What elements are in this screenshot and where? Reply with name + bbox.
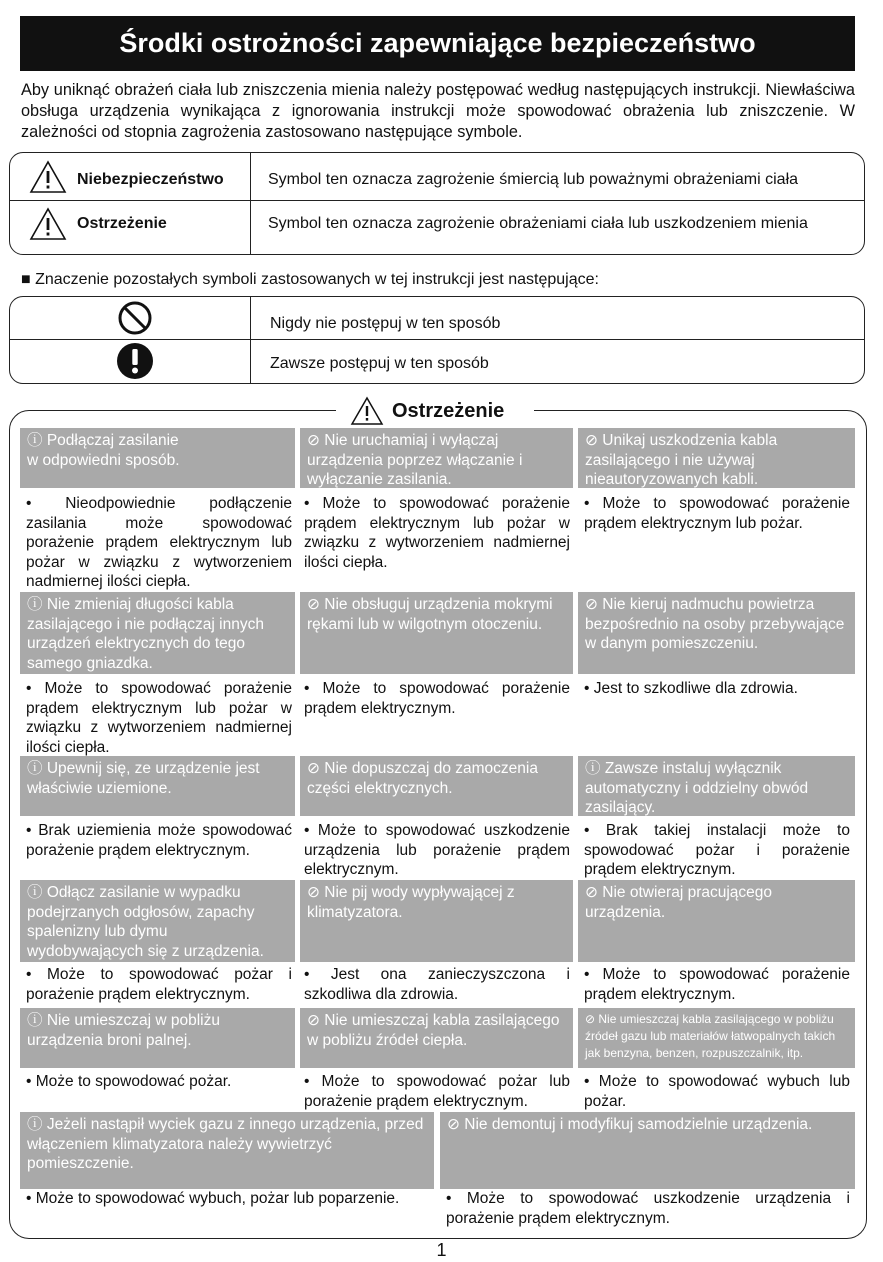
warning-consequence-5: • Może to spowodować porażenie prądem elektrycznym.	[304, 680, 570, 717]
prohibition-icon: ⊘	[585, 432, 603, 449]
prohibition-icon: ⊘	[447, 1116, 465, 1133]
mandatory-icon: ⓘ	[27, 884, 47, 901]
warning-label: Ostrzeżenie	[77, 215, 167, 232]
warning-consequence-3: • Może to spowodować porażenie prądem elektrycznym lub pożar.	[584, 495, 850, 532]
warning-box-15: ⊘ Nie umieszczaj kabla zasilającego w pobliżu źródeł gazu lub materiałów łatwopalnych takich jak benzyna, benzen, rozpuszczalnik, itp.	[578, 1008, 855, 1068]
warning-consequence-8: • Może to spowodować uszkodzenie urządzenia lub porażenie prądem elektrycznym.	[304, 822, 570, 878]
symbols-table	[9, 296, 865, 384]
warning-consequence-15: • Może to spowodować wybuch lub pożar.	[584, 1073, 850, 1110]
warning-consequence-12: • Może to spowodować porażenie prądem elektrycznym.	[584, 966, 850, 1003]
danger-triangle-icon	[29, 160, 67, 194]
warning-box-5: ⊘ Nie obsługuj urządzenia mokrymi rękami lub w wilgotnym otoczeniu.	[300, 592, 573, 674]
warning-consequence-9: • Brak takiej instalacji może to spowodować pożar i porażenie prądem elektrycznym.	[584, 822, 850, 878]
prohibition-icon: ⊘	[307, 432, 325, 449]
warning-consequence-7: • Brak uziemienia może spowodować porażenie prądem elektrycznym.	[26, 822, 292, 859]
warning-consequence-6: • Jest to szkodliwe dla zdrowia.	[584, 680, 798, 697]
warning-consequence-14: • Może to spowodować pożar lub porażenie prądem elektrycznym.	[304, 1073, 570, 1110]
prohibition-icon: ⊘	[585, 1012, 599, 1026]
warning-consequence-11: • Jest ona zanieczyszczona i szkodliwa dla zdrowia.	[304, 966, 570, 1003]
warning-consequence-4: • Może to spowodować porażenie prądem elektrycznym lub pożar w związku z wytworzeniem nadmiernej ilości ciepła.	[26, 680, 292, 756]
warning-box-12: ⊘ Nie otwieraj pracującego urządzenia.	[578, 880, 855, 962]
mandatory-icon: ⓘ	[27, 596, 47, 613]
warning-box-9: ⓘ Zawsze instaluj wyłącznik automatyczny i oddzielny obwód zasilający.	[578, 756, 855, 816]
warning-consequence-10: • Może to spowodować pożar i porażenie prądem elektrycznym.	[26, 966, 292, 1003]
mandatory-description: Zawsze postępuj w ten sposób	[270, 355, 489, 372]
mandatory-icon: ⓘ	[27, 1012, 47, 1029]
danger-label: Niebezpieczeństwo	[77, 171, 224, 188]
mandatory-icon: ⓘ	[27, 432, 47, 449]
page-title: Środki ostrożności zapewniające bezpieczeństwo	[20, 16, 855, 71]
mandatory-icon: ⓘ	[27, 1116, 47, 1133]
danger-description: Symbol ten oznacza zagrożenie śmiercią lub poważnymi obrażeniami ciała	[268, 171, 799, 188]
mandatory-icon: ⓘ	[585, 760, 605, 777]
warning-box-3: ⊘ Unikaj uszkodzenia kabla zasilającego i nie używaj nieautoryzowanych kabli.	[578, 428, 855, 488]
prohibition-description: Nigdy nie postępuj w ten sposób	[270, 315, 501, 332]
prohibition-icon: ⊘	[307, 596, 325, 613]
page-number: 1	[436, 1240, 447, 1260]
warning-consequence-2: • Może to spowodować porażenie prądem elektrycznym lub pożar w związku z wytworzeniem nadmiernej ilości ciepła.	[304, 495, 570, 571]
warning-description: Symbol ten oznacza zagrożenie obrażeniami ciała lub uszkodzeniem mienia	[268, 215, 808, 232]
prohibition-icon: ⊘	[307, 884, 325, 901]
intro-paragraph: Aby uniknąć obrażeń ciała lub zniszczenia mienia należy postępować według następujących instrukcji. Niewłaściwa obsługa urządzenia wynikająca z ignorowania instrukcji może spowodować obrażenia lub zniszczenie. W zależności od stopnia zagrożenia zastosowano następujące symbole.	[21, 81, 855, 141]
warning-box-10: ⓘ Odłącz zasilanie w wypadku podejrzanych odgłosów, zapachy spalenizny lub dymu wydobywających się z urządzenia.	[20, 880, 295, 962]
warning-triangle-icon	[350, 396, 384, 426]
warning-box-17: ⊘ Nie demontuj i modyfikuj samodzielnie urządzenia.	[440, 1112, 855, 1189]
prohibition-icon: ⊘	[307, 760, 325, 777]
warning-box-2: ⊘ Nie uruchamiaj i wyłączaj urządzenia poprzez włączanie i wyłączanie zasilania.	[300, 428, 573, 488]
symbols-intro: ■ Znaczenie pozostałych symboli zastosowanych w tej instrukcji jest następujące:	[21, 271, 599, 288]
warning-box-4: ⓘ Nie zmieniaj długości kabla zasilającego i nie podłączaj innych urządzeń elektrycznych do tego samego gniazdka.	[20, 592, 295, 674]
warning-box-1: ⓘ Podłączaj zasilanie w odpowiedni sposób.	[20, 428, 295, 488]
warning-consequence-13: • Może to spowodować pożar.	[26, 1073, 232, 1090]
warning-triangle-icon	[29, 207, 67, 241]
warning-consequence-16: • Może to spowodować wybuch, pożar lub poparzenie.	[26, 1190, 400, 1207]
warning-box-11: ⊘ Nie pij wody wypływającej z klimatyzatora.	[300, 880, 573, 962]
warning-heading-text: Ostrzeżenie	[392, 400, 505, 422]
mandatory-icon: ⓘ	[27, 760, 47, 777]
prohibition-icon	[117, 300, 153, 336]
signal-word-table	[9, 152, 865, 255]
warning-box-8: ⊘ Nie dopuszczaj do zamoczenia części elektrycznych.	[300, 756, 573, 816]
warning-box-6: ⊘ Nie kieruj nadmuchu powietrza bezpośrednio na osoby przebywające w danym pomieszczeniu.	[578, 592, 855, 674]
mandatory-icon	[116, 342, 154, 380]
prohibition-icon: ⊘	[585, 884, 603, 901]
prohibition-icon: ⊘	[585, 596, 603, 613]
warning-box-7: ⓘ Upewnij się, ze urządzenie jest właściwie uziemione.	[20, 756, 295, 816]
warning-box-16: ⓘ Jeżeli nastąpił wyciek gazu z innego urządzenia, przed włączeniem klimatyzatora należy wywietrzyć pomieszczenie.	[20, 1112, 434, 1189]
warning-box-13: ⓘ Nie umieszczaj w pobliżu urządzenia broni palnej.	[20, 1008, 295, 1068]
prohibition-icon: ⊘	[307, 1012, 325, 1029]
warning-box-14: ⊘ Nie umieszczaj kabla zasilającego w pobliżu źródeł ciepła.	[300, 1008, 573, 1068]
warning-consequence-1: • Nieodpowiednie podłączenie zasilania może spowodować porażenie prądem elektrycznym lub pożar w związku z wytworzeniem nadmiernej ilości ciepła.	[26, 495, 292, 590]
warning-consequence-17: • Może to spowodować uszkodzenie urządzenia i porażenie prądem elektrycznym.	[446, 1190, 850, 1227]
warning-section-heading	[336, 396, 534, 426]
